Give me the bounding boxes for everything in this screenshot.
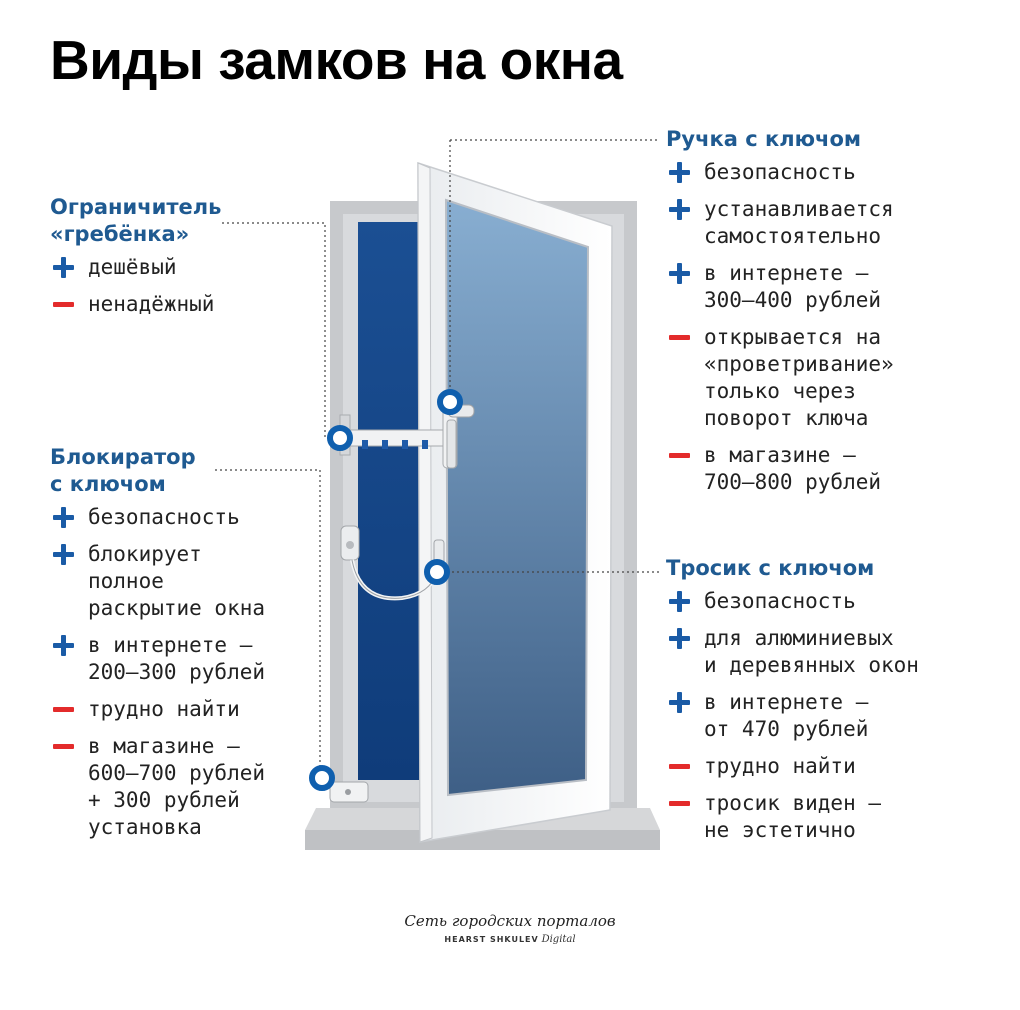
item-text: безопасность [704,160,856,184]
minus-icon [666,790,692,816]
plus-icon [50,504,76,530]
bottom-latch-icon [330,782,368,802]
item-text: в магазине — 700–800 рублей [704,443,882,494]
plus-icon [50,254,76,280]
list-item [666,260,996,314]
item-text: безопасность [704,589,856,613]
item-text: ненадёжный [88,292,215,316]
section-handle [666,126,996,506]
plus-icon [666,588,692,614]
limiter-bar [338,430,448,446]
list-item [50,541,320,622]
section-blocker-title: Блокиратор с ключом [50,445,196,496]
marker-limiter [330,428,350,448]
section-cable-title: Тросик с ключом [666,556,875,580]
section-limiter-items [50,254,280,318]
item-text: в магазине — 600–700 рублей + 300 рублей установка [88,734,266,839]
section-limiter [50,194,280,328]
section-limiter-title: Ограничитель «гребёнка» [50,195,222,246]
list-item [50,696,320,723]
item-text: в интернете — 200–300 рублей [88,633,266,684]
item-text: тросик виден — не эстетично [704,791,882,842]
plus-icon [666,159,692,185]
blocker-keyhole [346,541,354,549]
list-item [666,753,1006,780]
list-item [50,291,280,318]
window-sill-front [305,830,660,850]
item-text: открывается на «проветривание» только через поворот ключа [704,325,894,430]
section-blocker-items [50,504,320,841]
list-item [50,254,280,281]
limiter-notch-2 [382,440,388,449]
list-item [50,632,320,686]
list-item [666,324,996,432]
minus-icon [666,442,692,468]
item-text: в интернете — 300–400 рублей [704,261,882,312]
plus-icon [666,689,692,715]
section-handle-title: Ручка с ключом [666,127,862,151]
limiter-notch-1 [362,440,368,449]
footer-brand-digital: Digital [541,934,576,945]
window-sash-edge [418,163,432,842]
item-text: трудно найти [704,754,856,778]
plus-icon [50,632,76,658]
marker-handle [440,392,460,412]
minus-icon [50,733,76,759]
item-text: трудно найти [88,697,240,721]
section-cable [666,555,1006,854]
list-item [666,196,996,250]
list-item [666,689,1006,743]
section-cable-items [666,588,1006,844]
list-item [50,504,320,531]
handle-stem [447,420,456,468]
limiter-notch-3 [402,440,408,449]
footer-brand-name: HEARST SHKULEV [444,935,539,944]
marker-cable [427,562,447,582]
footer-brand [0,934,1020,945]
latch-keyhole [345,789,351,795]
window-sash-glass [446,200,588,795]
plus-icon [666,260,692,286]
item-text: дешёвый [88,255,177,279]
item-text: в интернете — от 470 рублей [704,690,869,741]
minus-icon [50,696,76,722]
page-title: Виды замков на окна [50,29,623,91]
item-text: для алюминиевых и деревянных окон [704,626,919,677]
list-item [666,442,996,496]
blocker-with-key-icon [341,526,359,560]
footer-logo-text: Сеть городских порталов [404,912,616,930]
list-item [666,588,1006,615]
list-item [666,790,1006,844]
list-item [666,159,996,186]
minus-icon [50,291,76,317]
item-text: безопасность [88,505,240,529]
list-item [50,733,320,841]
limiter-notch-4 [422,440,428,449]
item-text: блокирует полное раскрытие окна [88,542,266,620]
list-item [666,625,1006,679]
minus-icon [666,324,692,350]
minus-icon [666,753,692,779]
section-handle-items [666,159,996,496]
section-blocker [50,444,320,851]
item-text: устанавливается самостоятельно [704,197,894,248]
plus-icon [50,541,76,567]
plus-icon [666,625,692,651]
plus-icon [666,196,692,222]
